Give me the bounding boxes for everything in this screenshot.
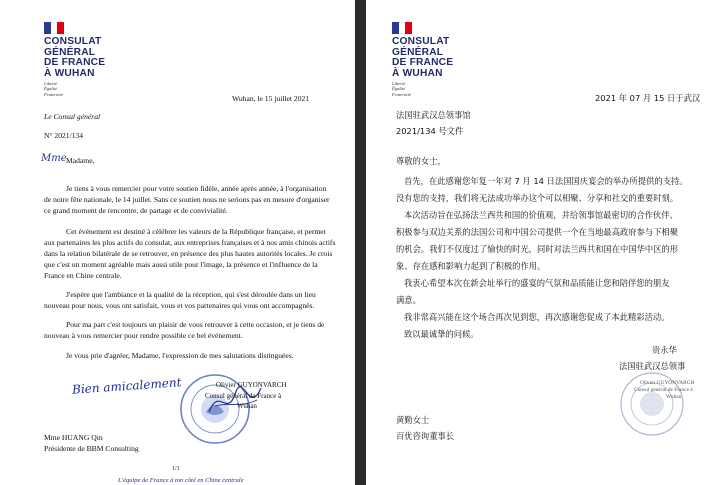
paragraph-5: Je vous prie d'agréer, Madame, l'expression de mes salutations distinguées.: [66, 351, 294, 360]
salutation: Madame,: [66, 156, 95, 165]
letter-date: Wuhan, le 15 juillet 2021: [232, 94, 310, 103]
signer-title: 法国驻武汉总领事: [619, 361, 686, 371]
french-letter-page: CONSULAT GÉNÉRAL DE FRANCE À WUHAN Liberté Égalité Fraternité Wuhan, le 15 juillet 2021 Le Consul général N° 2021/134 Mme Madame, Je tiens à vous remercier pour votre soutien fidèle, année après année, à l'organisation de notre fête nationale, le 14 juillet. Sans ce soutien nous ne serions pas en mesure d'organiser ce grand moment de rencontre, de partage et de convivialité. Cet événement est destiné à célébrer les valeurs de la République française, et permet aux partenaires les plus actifs du consulat, aux entreprises françaises et à nos amis chinois actifs dans la relation bilatérale de se retrouver, en présence des plus hautes autorités locales. Je crois que c'est un moment agréable mais aussi utile pour l'image, la présence et l'influence de la France en Chine centrale. J'espère que l'ambiance et la qualité de la réception, qui s'est déroulée dans un lieu nouveau pour nous, vous ont satisfait, vous et vos partenaires qui vous ont accompagnés. Pour ma part c'est toujours un plaisir de vous retrouver à cette occasion, et je tiens de nouveau à vous remercier pour rendre possible ce bel événement. Je vous prie d'agréer, Madame, l'expression de mes salutations distinguées. Bien amicalement Olivier GUYONVARCH Consul général de France à Wuhan Mme HUANG Qin Présidente de BBM Consulting 1/1 L'équipe de France à ton côté en Chine centrale: [0, 0, 355, 485]
french-flag-logo: [44, 22, 64, 34]
chinese-letter-page: CONSULAT GÉNÉRAL DE FRANCE À WUHAN Liberté Égalité Fraternité 2021 年 07 月 15 日于武汉 法国驻武汉总领事馆 2021/134 号文件 尊敬的女士， 首先，在此感谢您年复一年对 7 月 14 日法国国庆宴会的举办所提供的支持。 没有您的支持，我们将无法成功举办这个可以相聚、分享和社交的重要时刻。 本次活动旨在弘扬法兰西共和国的价值观，并给领事馆最密切的合作伙伴、 积极参与双边关系的法国公司和中国公司提供一个在当地最高政府参与下相聚 的机会。我们不仅度过了愉快的时光，同时对法兰西共和国在中国华中区的形 象、存在感和影响力起到了积极的作用。 我衷心希望本次在新会址举行的盛宴的气氛和品质能让您和陪伴您的朋友 满意。 我非常高兴能在这个场合再次见到您，再次感谢您促成了本此精彩活动。 致以最诚挚的问候。 贵永华 法国驻武汉总领事 Olivier GUYONVARCH Consul général de France à Wuhan 黄勤女士 百优咨询董事长: [366, 0, 728, 485]
salutation: 尊敬的女士，: [396, 156, 446, 166]
recipient-name: 黄勤女士: [396, 415, 430, 425]
stamp-signer-title: Consul général de France à: [634, 387, 693, 393]
signer-title-2: Wuhan: [237, 402, 257, 410]
signer-title-1: Consul général de France à: [205, 392, 282, 400]
letter-date: 2021 年 07 月 15 日于武汉: [595, 93, 701, 103]
handwritten-closing: Bien amicalement: [71, 375, 182, 397]
signer-name: Olivier GUYONVARCH: [216, 381, 287, 389]
republic-motto: Liberté Égalité Fraternité: [392, 81, 411, 97]
sender-line: Le Consul général: [44, 112, 101, 121]
reference-number: 2021/134 号文件: [396, 126, 464, 136]
stamp-signer-name: Olivier GUYONVARCH: [640, 380, 695, 386]
stamp-signer-city: Wuhan: [666, 394, 682, 400]
republic-motto: Liberté Égalité Fraternité: [44, 81, 63, 97]
reference-number: N° 2021/134: [44, 131, 84, 140]
page-number: 1/1: [172, 466, 180, 472]
recipient-title: 百优咨询董事长: [396, 431, 455, 441]
handwritten-salutation: Mme: [41, 153, 67, 164]
consulate-logo-text: CONSULAT GÉNÉRAL DE FRANCE À WUHAN: [44, 36, 106, 79]
recipient-name: Mme HUANG Qin: [44, 433, 103, 442]
footer-slogan: L'équipe de France à ton côté en Chine centrale: [118, 477, 244, 484]
consulate-name: 法国驻武汉总领事馆: [396, 110, 471, 120]
recipient-title: Présidente de BBM Consulting: [44, 444, 139, 453]
french-flag-logo: [392, 22, 412, 34]
signer-name: 贵永华: [652, 345, 677, 355]
consulate-logo-text: CONSULAT GÉNÉRAL DE FRANCE À WUHAN: [392, 36, 454, 79]
